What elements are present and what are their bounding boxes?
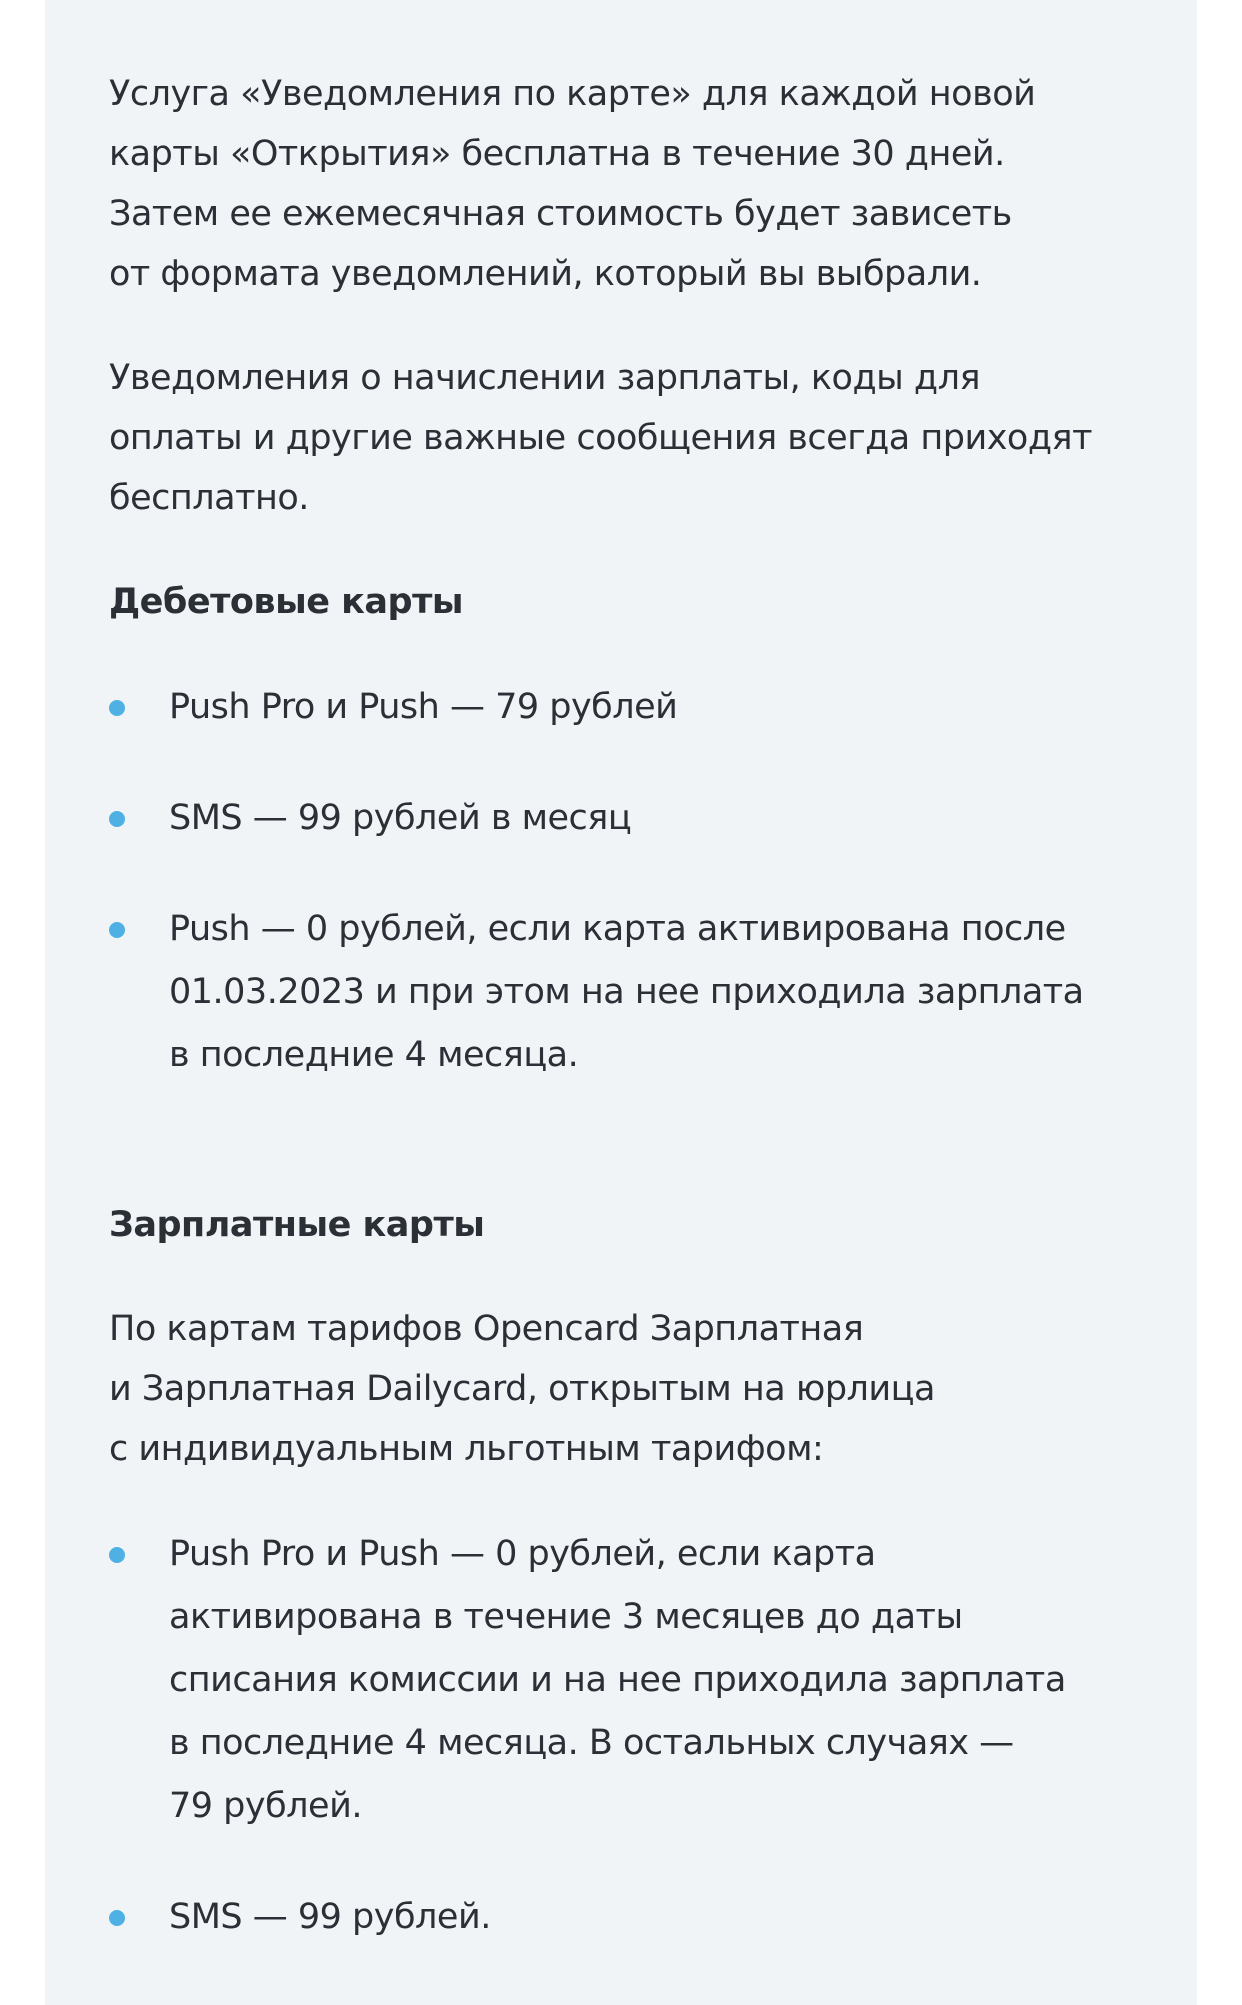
- text-line: в последние 4 месяца.: [169, 1035, 579, 1075]
- content-card: [45, 0, 1197, 2005]
- debit-price-list: [109, 676, 1197, 1087]
- text-line: в последние 4 месяца. В остальных случаях —: [169, 1723, 1014, 1763]
- list-item: [109, 1523, 1197, 1838]
- salary-price-list: [109, 1523, 1197, 1949]
- text-line: оплаты и другие важные сообщения всегда приходят: [109, 418, 1092, 458]
- bullet-icon: [109, 811, 125, 827]
- text-line: с индивидуальным льготным тарифом:: [109, 1429, 824, 1469]
- text-line: Push — 0 рублей, если карта активирована после: [169, 909, 1066, 949]
- text-line: По картам тарифов Opencard Зарплатная: [109, 1309, 864, 1349]
- text-line: Push Pro и Push — 79 рублей: [169, 687, 678, 727]
- text-line: Уведомления о начислении зарплаты, коды для: [109, 358, 981, 398]
- bullet-icon: [109, 1547, 125, 1563]
- text-line: SMS — 99 рублей в месяц: [169, 798, 632, 838]
- list-item: [109, 1886, 1197, 1949]
- bullet-icon: [109, 922, 125, 938]
- list-item: [109, 676, 1197, 739]
- text-line: SMS — 99 рублей.: [169, 1897, 491, 1937]
- text-line: активирована в течение 3 месяцев до даты: [169, 1597, 963, 1637]
- list-item: [109, 787, 1197, 850]
- text-line: карты «Открытия» бесплатна в течение 30 дней.: [109, 134, 1005, 174]
- text-line: 79 рублей.: [169, 1786, 362, 1826]
- salary-intro-paragraph: [109, 1299, 1149, 1479]
- text-line: Затем ее ежемесячная стоимость будет зависеть: [109, 194, 1012, 234]
- debit-cards-heading: Дебетовые карты: [109, 582, 464, 622]
- intro-paragraph: [109, 64, 1149, 304]
- text-line: списания комиссии и на нее приходила зарплата: [169, 1660, 1066, 1700]
- bullet-icon: [109, 700, 125, 716]
- free-note-paragraph: [109, 348, 1149, 528]
- bullet-icon: [109, 1910, 125, 1926]
- text-line: бесплатно.: [109, 478, 309, 518]
- text-line: от формата уведомлений, который вы выбрали.: [109, 254, 982, 294]
- list-item: [109, 898, 1197, 1087]
- text-line: 01.03.2023 и при этом на нее приходила зарплата: [169, 972, 1084, 1012]
- text-line: и Зарплатная Dailycard, открытым на юрлица: [109, 1369, 935, 1409]
- text-line: Push Pro и Push — 0 рублей, если карта: [169, 1534, 876, 1574]
- text-line: Услуга «Уведомления по карте» для каждой новой: [109, 74, 1036, 114]
- salary-cards-heading: Зарплатные карты: [109, 1205, 485, 1245]
